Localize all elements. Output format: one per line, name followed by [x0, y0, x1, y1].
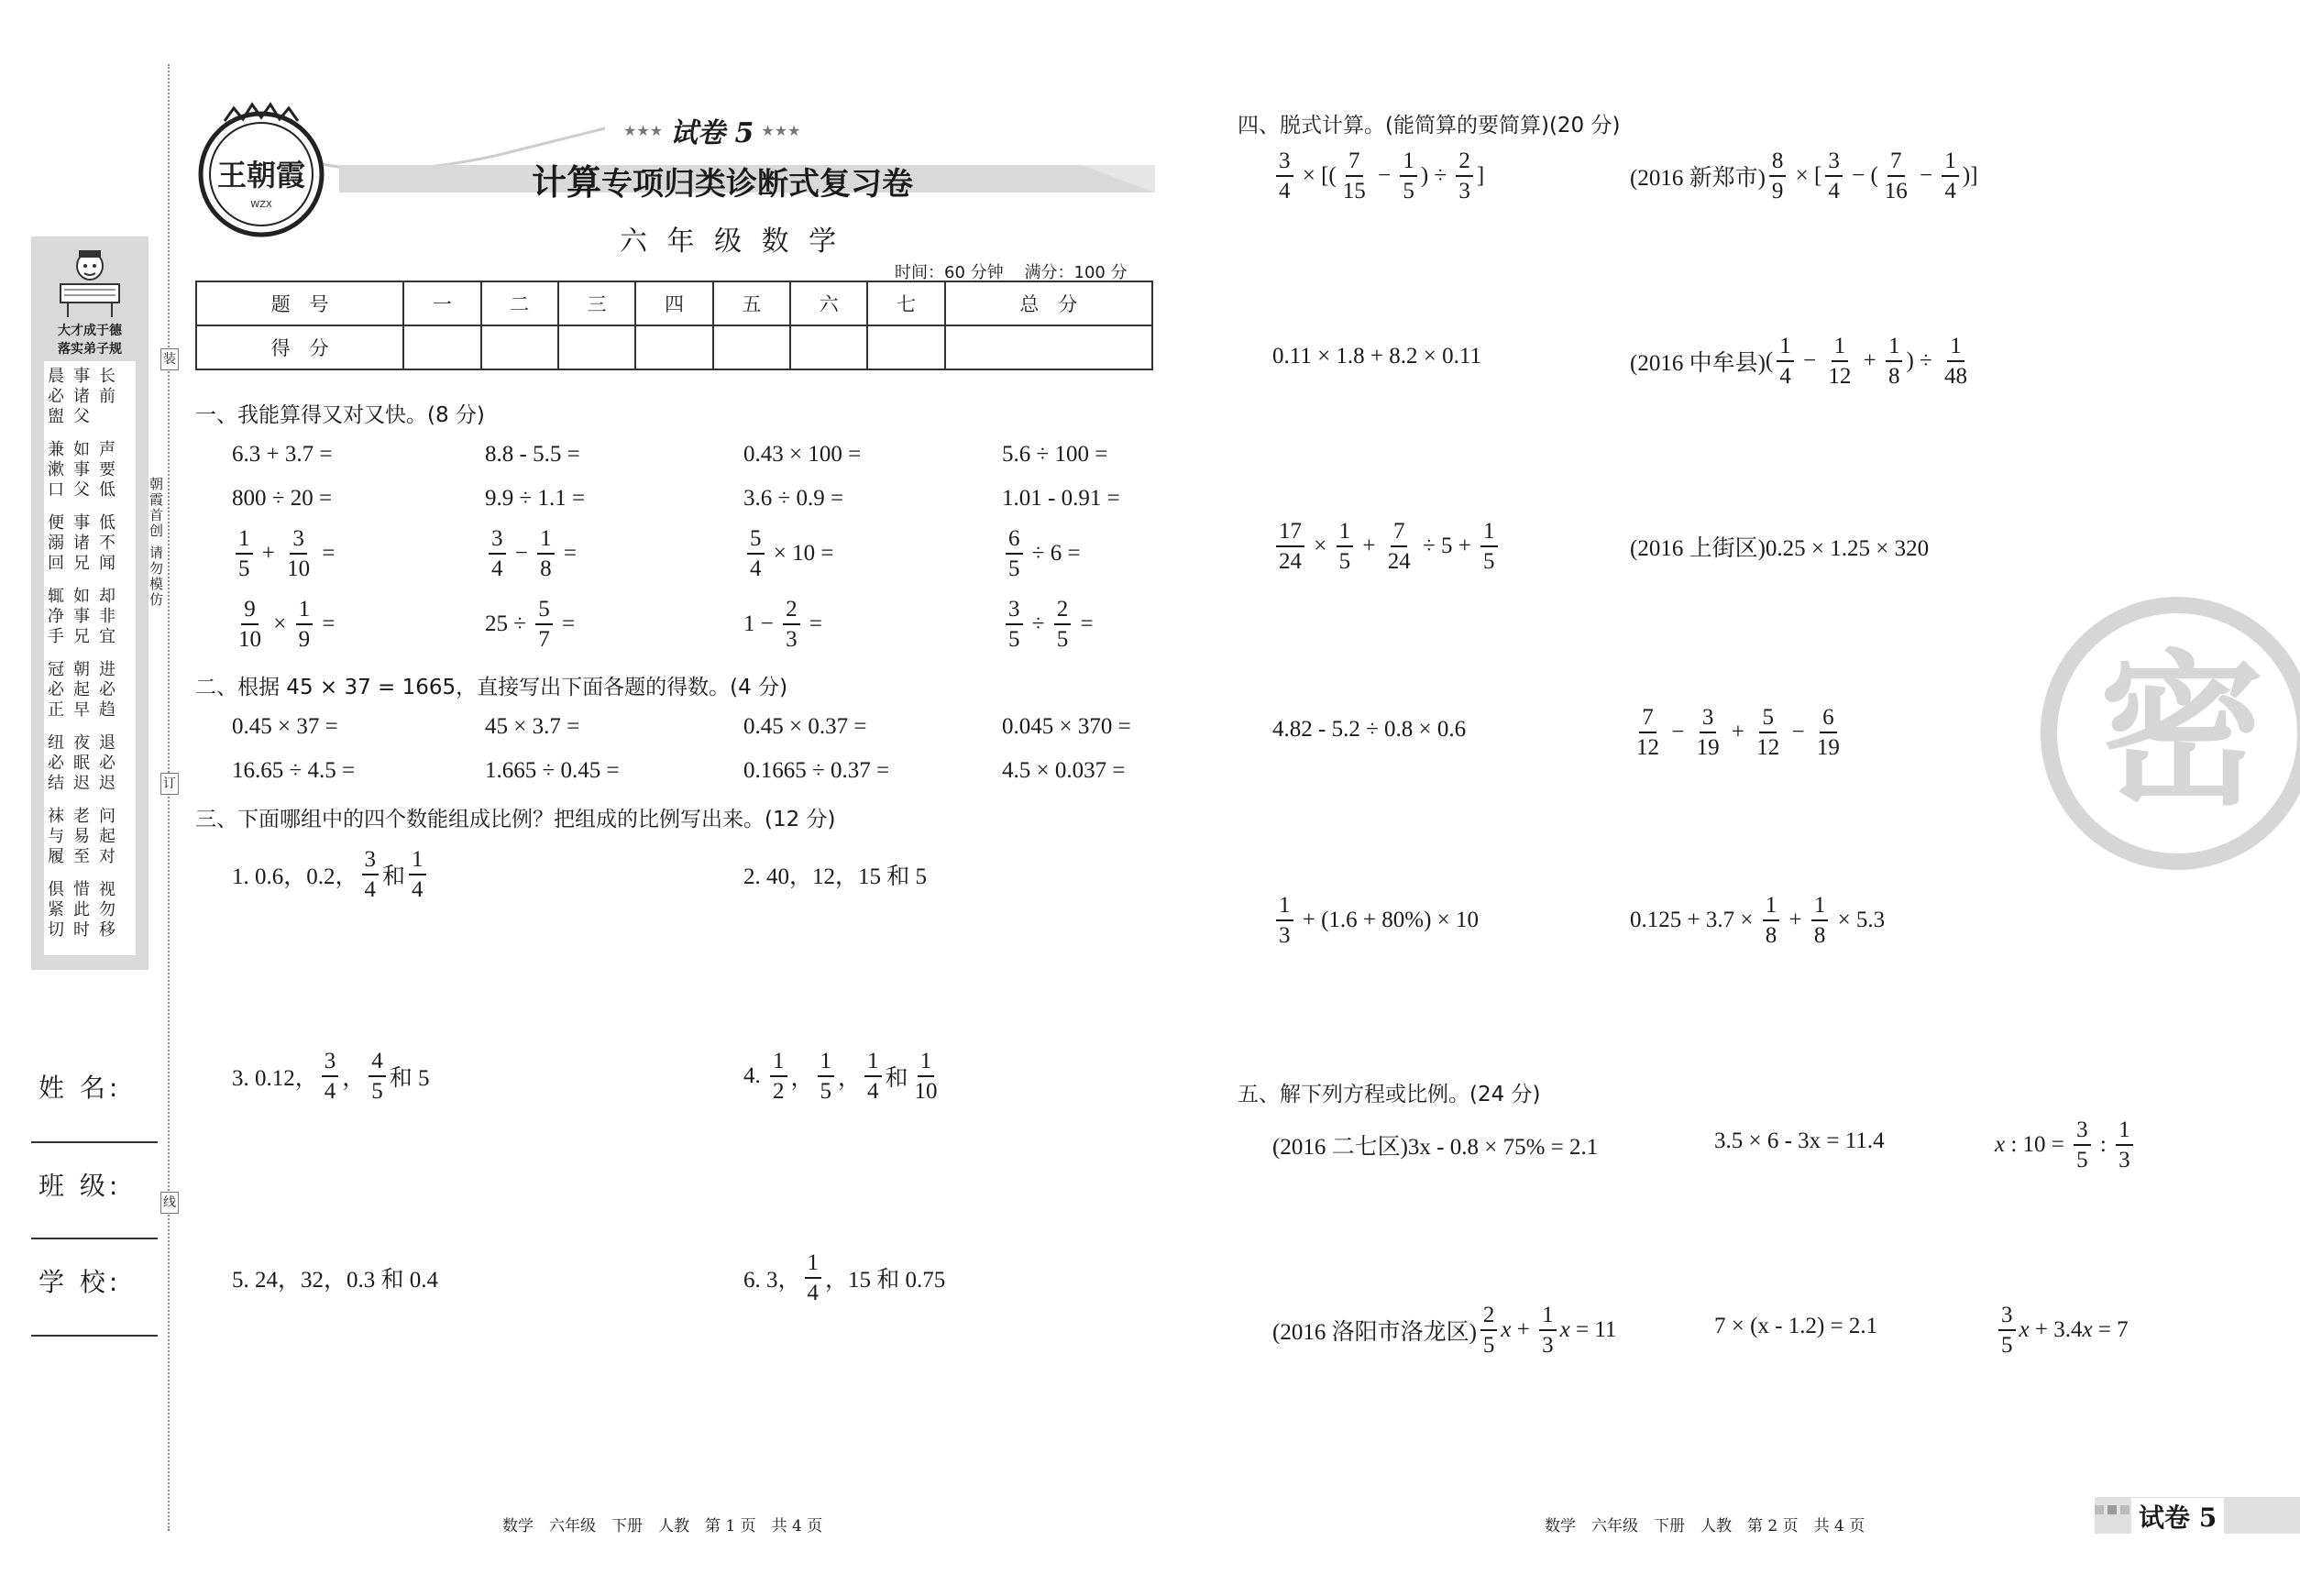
- motto-column: 事诸父: [73, 367, 90, 426]
- motto-column: 问起对: [99, 807, 116, 866]
- s1-frac-q: 25 ÷ $\frac{5}{7}$ =: [485, 597, 576, 652]
- s1-frac-q: 1 − $\frac{2}{3}$ =: [743, 597, 822, 652]
- s5-q6: $\frac{3}{5}$ x + 3.4x = 7: [1995, 1304, 2129, 1357]
- score-header-cell: 三: [558, 281, 635, 325]
- paper-label-row: [623, 110, 800, 150]
- brand-logo: [193, 101, 330, 238]
- s1-q: 3.6 ÷ 0.9 =: [743, 486, 844, 511]
- s2-q: 0.1665 ÷ 0.37 =: [743, 758, 890, 783]
- score-header-cell: 四: [635, 281, 712, 325]
- motto-text-grid: [48, 367, 132, 953]
- class-label: 班 级:: [39, 1171, 122, 1201]
- motto-group: [48, 660, 132, 733]
- motto-group: [48, 733, 132, 807]
- school-field[interactable]: [31, 1335, 158, 1337]
- s2-q: 0.045 × 370 =: [1002, 714, 1131, 739]
- section3-title: 三、下面哪组中的四个数能组成比例？把组成的比例写出来。(12 分): [195, 808, 836, 831]
- motto-group: [48, 880, 132, 953]
- motto-group: [48, 440, 132, 513]
- s4-q6: (2016 上街区)0.25 × 1.25 × 320: [1630, 536, 1930, 561]
- motto-column: 便溺回: [48, 513, 64, 573]
- s2-q: 1.665 ÷ 0.45 =: [485, 758, 620, 783]
- s2-q: 0.45 × 0.37 =: [743, 714, 867, 739]
- score-cell[interactable]: [867, 325, 944, 369]
- motto-column: 俱紧切: [48, 880, 64, 940]
- s4-q7: 4.82 - 5.2 ÷ 0.8 × 0.6: [1272, 717, 1467, 742]
- score-header-cell: 六: [790, 281, 867, 325]
- section5-title: 五、解下列方程或比例。(24 分): [1238, 1083, 1541, 1106]
- subtitle: 六 年 级 数 学: [620, 226, 842, 258]
- binding-mark-2: 订: [160, 773, 179, 795]
- exam-info: 时间：60 分钟 满分：100 分: [895, 263, 1128, 282]
- brand-logo-text: 王朝霞: [216, 158, 306, 193]
- s3-q1: 1. 0.6，0.2， $\frac{3}{4}$ 和 $\frac{1}{4}$: [232, 848, 430, 901]
- school-label: 学 校:: [39, 1267, 122, 1297]
- class-field[interactable]: [31, 1238, 158, 1239]
- s4-q2: (2016 新郑市) $\frac{8}{9}$ × [ $\frac{3}{4}$ − ( $\frac{7}{16}$ − $\frac{1}{4}$ )]: [1630, 149, 1978, 204]
- score-cell[interactable]: [403, 325, 480, 369]
- s3-q5: 5. 24，32，0.3 和 0.4: [232, 1268, 439, 1293]
- binding-dotted-line: [168, 64, 170, 1531]
- paper-label: 试卷 5: [670, 117, 754, 149]
- name-label: 姓 名:: [39, 1073, 122, 1103]
- s4-q8: $\frac{7}{12}$ − $\frac{3}{19}$ + $\frac{5}{12}$ − $\frac{6}{19}$: [1636, 705, 1840, 760]
- s1-q: 9.9 ÷ 1.1 =: [485, 486, 586, 511]
- motto-group: [48, 367, 132, 440]
- score-cell[interactable]: [713, 325, 790, 369]
- s1-q: 5.6 ÷ 100 =: [1002, 442, 1108, 467]
- s3-q2: 2. 40，12，15 和 5: [743, 864, 928, 889]
- scholar-illustration: [51, 246, 128, 319]
- score-table: [195, 281, 1153, 370]
- motto-column: 如事兄: [73, 587, 90, 646]
- score-cell[interactable]: [635, 325, 712, 369]
- motto-column: 视勿移: [99, 880, 116, 940]
- score-cell[interactable]: [558, 325, 635, 369]
- score-header-cell: 五: [713, 281, 790, 325]
- score-header-cell: 一: [403, 281, 480, 325]
- motto-group: [48, 587, 132, 660]
- s5-q1: (2016 二七区)3x - 0.8 × 75% = 2.1: [1272, 1135, 1599, 1160]
- s5-q3: x : 10 = $\frac{3}{5}$ : $\frac{1}{3}$: [1995, 1118, 2137, 1172]
- s3-q4: 4. $\frac{1}{2}$ ， $\frac{1}{5}$ ， $\frac{1}{4}$ 和 $\frac{1}{10}$: [743, 1049, 938, 1104]
- motto-column: 进必趋: [99, 660, 116, 720]
- motto-title-1: 大才成于德: [58, 324, 122, 338]
- score-cell[interactable]: [945, 325, 1152, 369]
- motto-column: 却非宜: [99, 587, 116, 646]
- motto-column: 晨必盥: [48, 367, 64, 426]
- motto-column: 袜与履: [48, 807, 64, 866]
- score-header-cell: 题 号: [196, 281, 403, 325]
- motto-column: 冠必正: [48, 660, 64, 720]
- s1-q: 0.43 × 100 =: [743, 442, 862, 467]
- score-header-cell: 总 分: [945, 281, 1152, 325]
- motto-column: 如事父: [73, 440, 90, 500]
- main-title: 计算专项归类诊断式复习卷: [532, 162, 914, 203]
- motto-group: [48, 807, 132, 880]
- s1-frac-q: $\frac{5}{4}$ × 10 =: [743, 527, 833, 580]
- s4-q10: 0.125 + 3.7 × $\frac{1}{8}$ + $\frac{1}{8}$ × 5.3: [1630, 893, 1886, 948]
- score-row-label: 得 分: [196, 325, 403, 369]
- s1-q: 6.3 + 3.7 =: [232, 442, 333, 467]
- s5-q5: 7 × (x - 1.2) = 2.1: [1714, 1314, 1878, 1338]
- s4-q9: $\frac{1}{3}$ + (1.6 + 80%) × 10: [1272, 894, 1479, 947]
- binding-mark-3: 线: [160, 1192, 179, 1214]
- s2-q: 4.5 × 0.037 =: [1002, 758, 1126, 783]
- s1-q: 8.8 - 5.5 =: [485, 442, 580, 467]
- s1-frac-q: $\frac{3}{4}$ − $\frac{1}{8}$ =: [485, 527, 577, 580]
- footer-right: 数学 六年级 下册 人教 第 2 页 共 4 页: [1545, 1517, 1865, 1535]
- s2-q: 16.65 ÷ 4.5 =: [232, 758, 356, 783]
- secret-seal-watermark: [2030, 596, 2300, 871]
- s2-q: 0.45 × 37 =: [232, 714, 338, 739]
- s5-q4: (2016 洛阳市洛龙区) $\frac{2}{5}$ x + $\frac{1}{3}$ x = 11: [1272, 1303, 1617, 1358]
- stars-right: ★★★: [761, 121, 801, 139]
- motto-column: 夜眠迟: [73, 733, 90, 793]
- motto-column: 低不闻: [99, 513, 116, 573]
- section1-title: 一、我能算得又对又快。(8 分): [195, 403, 485, 427]
- section4-title: 四、脱式计算。(能简算的要简算)(20 分): [1238, 114, 1621, 138]
- motto-title-2: 落实弟子规: [58, 342, 122, 357]
- svg-text:WZX: WZX: [250, 200, 272, 210]
- score-header-cell: 二: [481, 281, 558, 325]
- motto-group: [48, 513, 132, 587]
- s3-q6: 6. 3， $\frac{1}{4}$ ，15 和 0.75: [743, 1250, 946, 1305]
- motto-column: 朝起早: [73, 660, 90, 720]
- motto-column: 兼漱口: [48, 440, 64, 500]
- score-cell[interactable]: [790, 325, 867, 369]
- s1-frac-q: $\frac{1}{5}$ + $\frac{3}{10}$ =: [232, 527, 335, 580]
- s1-frac-q: $\frac{3}{5}$ ÷ $\frac{2}{5}$ =: [1002, 598, 1094, 651]
- s4-q1: $\frac{3}{4}$ × [( $\frac{7}{15}$ − $\frac{1}{5}$ ) ÷ $\frac{2}{3}$ ]: [1272, 149, 1484, 203]
- s2-q: 45 × 3.7 =: [485, 714, 580, 739]
- score-cell[interactable]: [481, 325, 558, 369]
- motto-column: 老易至: [73, 807, 90, 866]
- motto-column: 长前: [99, 367, 116, 406]
- s5-q2: 3.5 × 6 - 3x = 11.4: [1714, 1128, 1885, 1153]
- footer-left: 数学 六年级 下册 人教 第 1 页 共 4 页: [502, 1517, 823, 1535]
- s1-frac-q: $\frac{9}{10}$ × $\frac{1}{9}$ =: [238, 597, 336, 652]
- s1-frac-q: $\frac{6}{5}$ ÷ 6 =: [1002, 527, 1081, 580]
- motto-column: 惜此时: [73, 880, 90, 940]
- motto-column: 辄净手: [48, 587, 64, 646]
- motto-column: 事诸兄: [73, 513, 90, 573]
- copyright-note: 朝霞首创 请勿模仿: [148, 477, 164, 608]
- s1-q: 800 ÷ 20 =: [232, 486, 333, 511]
- s4-q4: (2016 中牟县) ( $\frac{1}{4}$ − $\frac{1}{12}$ + $\frac{1}{8}$ ) ÷ $\frac{1}{48}$: [1630, 334, 1967, 389]
- motto-column: 纽必结: [48, 733, 64, 793]
- binding-mark-1: 装: [160, 348, 179, 370]
- section2-title: 二、根据 45 × 37 = 1665，直接写出下面各题的得数。(4 分): [195, 676, 788, 699]
- svg-text:密: 密: [2098, 636, 2265, 828]
- s4-q3: 0.11 × 1.8 + 8.2 × 0.11: [1272, 344, 1481, 369]
- footer-badge-dots: [2095, 1505, 2129, 1514]
- name-field[interactable]: [31, 1141, 158, 1143]
- motto-column: 退必迟: [99, 733, 116, 793]
- motto-column: 声要低: [99, 440, 116, 500]
- score-header-cell: 七: [867, 281, 944, 325]
- stars-left: ★★★: [623, 121, 664, 139]
- s4-q5: $\frac{17}{24}$ × $\frac{1}{5}$ + $\frac{7}{24}$ ÷ 5 + $\frac{1}{5}$: [1272, 520, 1502, 573]
- footer-badge-label: 试卷 5: [2131, 1498, 2224, 1535]
- s3-q3: 3. 0.12， $\frac{3}{4}$ ， $\frac{4}{5}$ 和 5: [232, 1049, 430, 1104]
- s1-q: 1.01 - 0.91 =: [1002, 486, 1120, 511]
